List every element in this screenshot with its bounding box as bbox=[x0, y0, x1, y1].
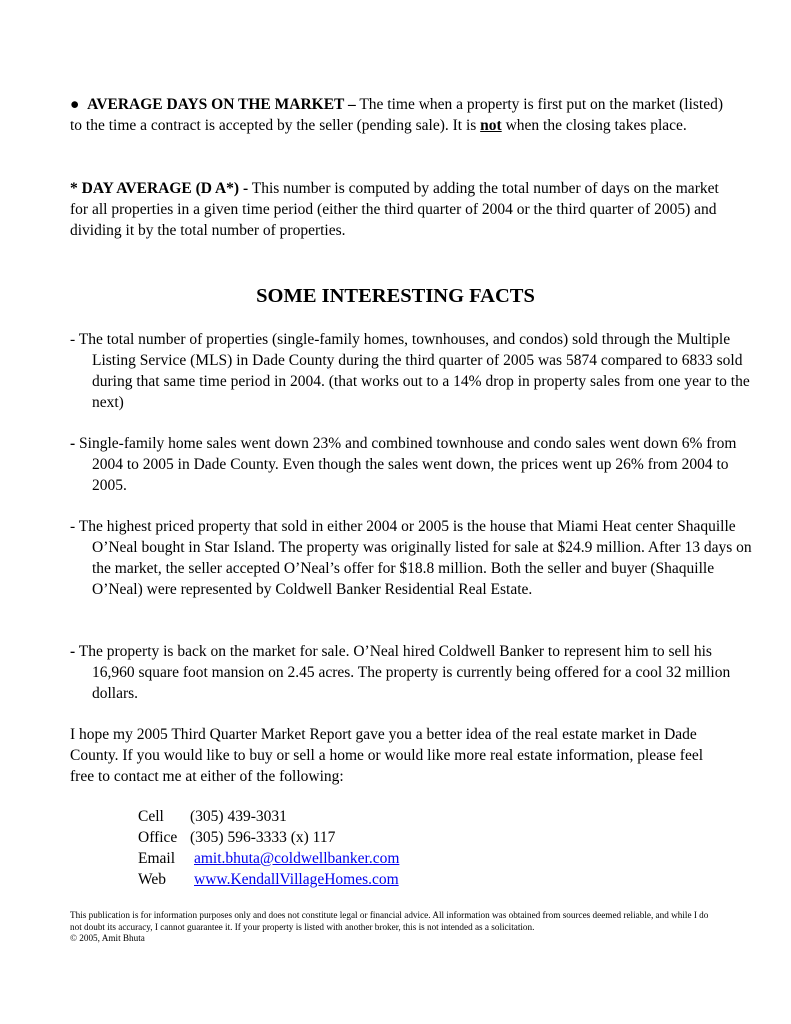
contact-office-value: (305) 596-3333 (x) 117 bbox=[190, 829, 336, 846]
fact-item bbox=[70, 516, 752, 600]
contact-office-label: Office bbox=[138, 829, 178, 846]
avg-days-definition bbox=[70, 94, 730, 136]
footer-disclaimer: This publication is for information purposes only and does not constitute legal or financial advice. All information was obtained from sources deemed reliable, and while I do not doubt its accuracy, I cannot guarantee it. If your property is listed with another broker, this is not intended as a solicitation. bbox=[70, 910, 709, 932]
section-heading: SOME INTERESTING FACTS bbox=[256, 285, 535, 307]
fact-text: The property is back on the market for sale. O’Neal hired Coldwell Banker to represent him to sell his 16,960 square foot mansion on 2.45 acres. The property is currently being offered for a cool 32 million dollars. bbox=[75, 643, 731, 702]
fact-dash: - bbox=[70, 518, 76, 535]
fact-item bbox=[70, 641, 752, 704]
avg-days-bullet: ● bbox=[70, 96, 80, 113]
contact-cell bbox=[138, 806, 399, 827]
fact-dash: - bbox=[70, 435, 76, 452]
contact-cell-value: (305) 439-3031 bbox=[190, 808, 287, 825]
fact-text: The highest priced property that sold in either 2004 or 2005 is the house that Miami Heat center Shaquille O’Neal bought in Star Island. The property was originally listed for sale at $24.9 million. After 13 days on the market, the seller accepted O’Neal’s offer for $18.8 million. Both the seller and buyer (Shaquille O’Neal) were represented by Coldwell Banker Residential Real Estate. bbox=[75, 518, 752, 598]
day-average-definition bbox=[70, 178, 730, 241]
contact-email-label: Email bbox=[138, 850, 176, 867]
closing-paragraph: I hope my 2005 Third Quarter Market Report gave you a better idea of the real estate market in Dade County. If you would like to buy or sell a home or would like more real estate information, please feel free to contact me at either of the following: bbox=[70, 726, 704, 785]
fact-dash: - bbox=[70, 643, 76, 660]
fact-item bbox=[70, 329, 752, 413]
contact-web bbox=[138, 869, 399, 890]
footer bbox=[70, 910, 720, 945]
avg-days-text-after: when the closing takes place. bbox=[501, 117, 687, 134]
fact-text: Single-family home sales went down 23% and combined townhouse and condo sales went down 6% from 2004 to 2005 in Dade County. Even though the sales went down, the prices went up 26% from 2004 to 2005. bbox=[75, 435, 737, 494]
website-link[interactable]: www.KendallVillageHomes.com bbox=[194, 871, 399, 888]
contact-web-label: Web bbox=[138, 871, 167, 888]
email-link[interactable]: amit.bhuta@coldwellbanker.com bbox=[194, 850, 400, 867]
fact-text: The total number of properties (single-family homes, townhouses, and condos) sold through the Multiple Listing Service (MLS) in Dade County during the third quarter of 2005 was 5874 compared to 6833 sold during that same time period in 2004. (that works out to a 14% drop in property sales from one year to the next) bbox=[75, 331, 750, 411]
contact-email bbox=[138, 848, 399, 869]
contact-cell-label: Cell bbox=[138, 808, 164, 825]
day-average-term: * DAY AVERAGE (D A*) - bbox=[70, 180, 249, 197]
avg-days-emphasis: not bbox=[480, 117, 502, 134]
avg-days-term: AVERAGE DAYS ON THE MARKET – bbox=[87, 96, 356, 113]
footer-copyright: © 2005, Amit Bhuta bbox=[70, 933, 145, 943]
fact-item bbox=[70, 433, 752, 496]
contact-block bbox=[138, 806, 399, 890]
day-average-text: This number is computed by adding the total number of days on the market for all properties in a given time period (either the third quarter of 2004 or the third quarter of 2005) and dividing it by the total number of properties. bbox=[70, 180, 719, 239]
contact-office bbox=[138, 827, 399, 848]
avg-days-text-before: The time when a property is first put on the market (listed) to the time a contract is accepted by the seller (pending sale). It is bbox=[70, 96, 724, 134]
fact-dash: - bbox=[70, 331, 76, 348]
